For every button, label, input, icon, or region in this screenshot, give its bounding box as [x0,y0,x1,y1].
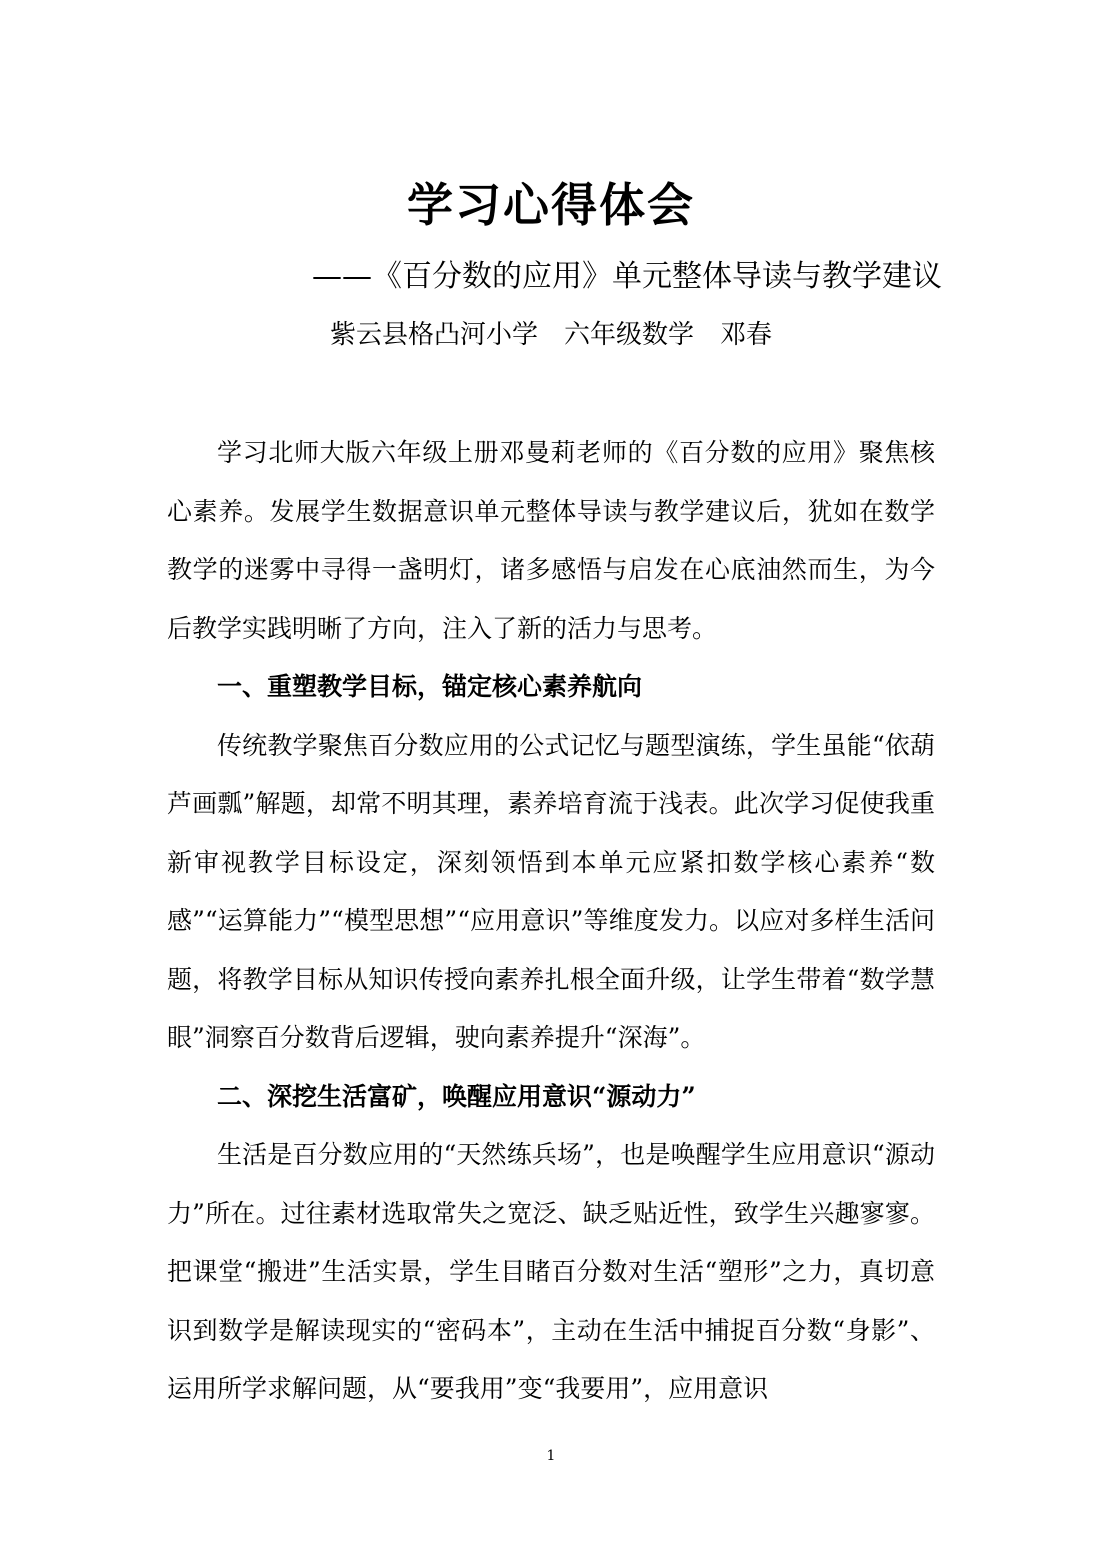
page-number: 1 [546,1448,556,1464]
section-heading-2: 二、深挖生活富矿，唤醒应用意识“源动力” [217,1081,696,1111]
document-title: 学习心得体会 [407,178,695,232]
section-1-paragraph: 传统教学聚焦百分数应用的公式记忆与题型演练，学生虽能“依葫芦画瓢”解题，却常不明其理，素养培育流于浅表。此次学习促使我重新审视教学目标设定，深刻领悟到本单元应紧扣数学核心素养“数感”“运算能力”“模型思想”“应用意识”等维度发力。以应对多样生活问题，将教学目标从知识传授向素养扎根全面升级，让学生带着“数学慧眼”洞察百分数背后逻辑，驶向素养提升“深海”。 [167,730,935,1052]
intro-paragraph: 学习北师大版六年级上册邓曼莉老师的《百分数的应用》聚焦核心素养。发展学生数据意识单元整体导读与教学建议后，犹如在数学教学的迷雾中寻得一盏明灯，诸多感悟与启发在心底油然而生，为今后教学实践明晰了方向，注入了新的活力与思考。 [167,438,935,643]
document-body [167,424,935,1419]
section-heading-1: 一、重塑教学目标，锚定核心素养航向 [217,672,643,701]
document-subtitle: ——《百分数的应用》单元整体导读与教学建议 [312,259,942,294]
section-2-paragraph: 生活是百分数应用的“天然练兵场”，也是唤醒学生应用意识“源动力”所在。过往素材选取常失之宽泛、缺乏贴近性，致学生兴趣寥寥。把课堂“搬进”生活实景，学生目睹百分数对生活“塑形”之力，真切意识到数学是解读现实的“密码本”，主动在生活中捕捉百分数“身影”、运用所学求解问题，从“要我用”变“我要用”，应用意识 [167,1140,935,1403]
author-line: 紫云县格凸河小学 六年级数学 邓春 [330,320,773,350]
